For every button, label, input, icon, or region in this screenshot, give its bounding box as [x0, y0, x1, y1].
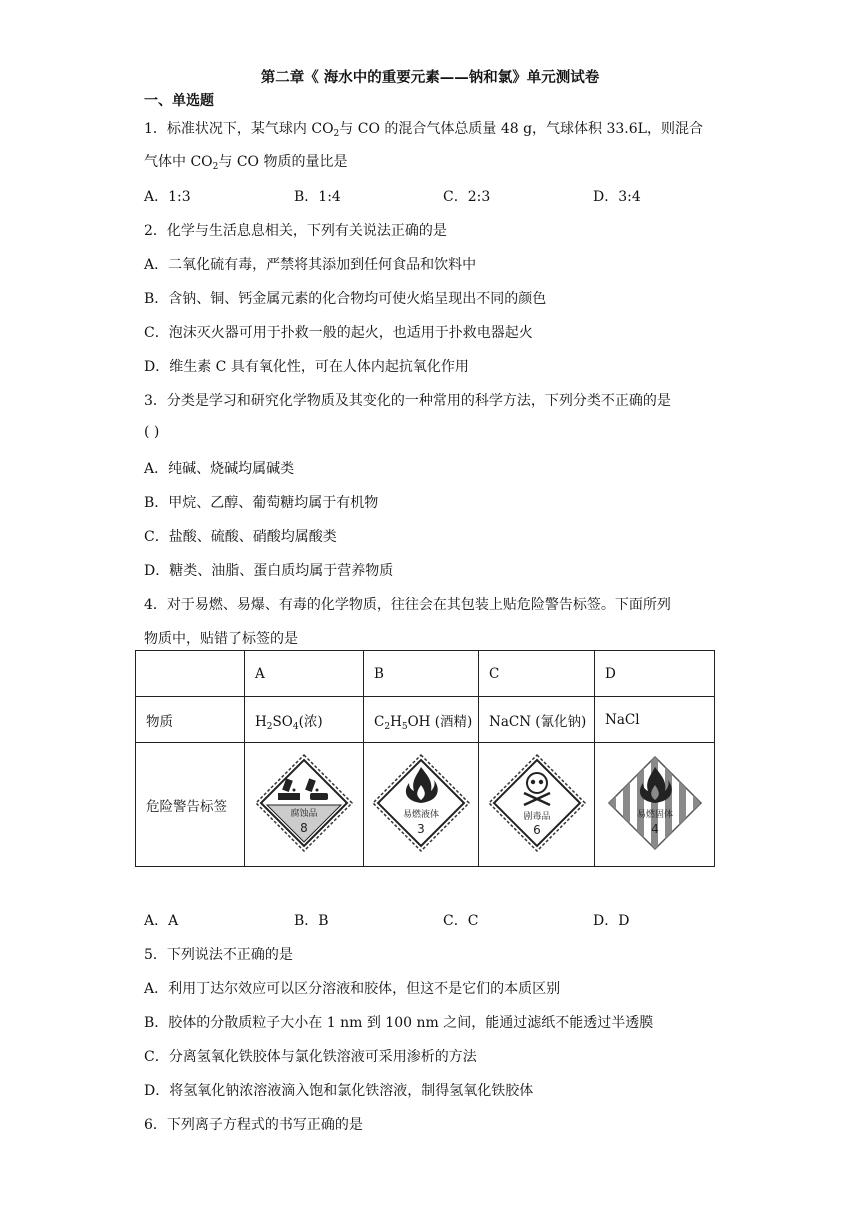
question-5-stem: 5．下列说法不正确的是 [144, 947, 293, 963]
question-3-option-d: D．糖类、油脂、蛋白质均属于营养物质 [144, 563, 394, 579]
page-title: 第二章《 海水中的重要元素——钠和氯》单元测试卷 [260, 69, 600, 86]
table-row-labels [136, 743, 715, 867]
label-text: 剧毒品 [522, 811, 551, 822]
hazard-label-table [135, 650, 715, 867]
question-2-stem: 2．化学与生活息息相关，下列有关说法正确的是 [144, 223, 447, 239]
option-a: A．A [144, 913, 179, 929]
table-row-substance [136, 697, 715, 743]
option-a: A．1:3 [144, 189, 191, 205]
question-3-option-b: B．甲烷、乙醇、葡萄糖均属于有机物 [144, 495, 379, 511]
hazard-label-c [479, 743, 595, 867]
hazard-label-a [245, 743, 364, 867]
option-c: C．2:3 [443, 189, 491, 205]
label-number: 8 [300, 820, 308, 835]
flame-icon [371, 753, 471, 853]
row-label-substance: 物质 [136, 697, 245, 743]
hazard-label-d [595, 743, 715, 867]
table-header-row [136, 651, 715, 697]
option-d: D．3:4 [593, 189, 641, 205]
substance-a: $H_2SO_4$(浓) [245, 697, 364, 743]
table-header-d: D [595, 651, 715, 697]
label-number: 6 [532, 822, 541, 837]
substance-d: NaCl [595, 697, 715, 743]
question-3-paren: ( ) [144, 424, 160, 440]
section-heading: 一、单选题 [144, 93, 214, 109]
question-5-option-c: C．分离氢氧化铁胶体与氯化铁溶液可采用渗析的方法 [144, 1049, 477, 1065]
question-2-option-a: A．二氧化硫有毒，严禁将其添加到任何食品和饮料中 [144, 257, 477, 273]
question-2-option-d: D．维生素 C 具有氧化性，可在人体内起抗氧化作用 [144, 359, 469, 375]
corrosive-icon [254, 753, 354, 853]
table-header-a: A [245, 651, 364, 697]
option-b: B．B [294, 913, 329, 929]
question-2-option-b: B．含钠、铜、钙金属元素的化合物均可使火焰呈现出不同的颜色 [144, 291, 547, 307]
question-3-option-a: A．纯碱、烧碱均属碱类 [144, 461, 295, 477]
label-number: 3 [417, 821, 425, 836]
label-number: 4 [650, 821, 659, 836]
option-c: C．C [443, 913, 479, 929]
substance-b: $C_2H_5OH$ (酒精) [364, 697, 479, 743]
question-4-line-2: 物质中，贴错了标签的是 [144, 631, 298, 647]
question-4-line-1: 4．对于易燃、易爆、有毒的化学物质，往往会在其包装上贴危险警告标签。下面所列 [144, 597, 671, 613]
table-header-c: C [479, 651, 595, 697]
option-b: B．1:4 [294, 189, 341, 205]
question-5-option-b: B．胶体的分散质粒子大小在 1 nm 到 100 nm 之间，能通过滤纸不能透过半透膜 [144, 1015, 654, 1031]
table-header-b: B [364, 651, 479, 697]
substance-c: NaCN (氰化钠) [479, 697, 595, 743]
question-5-option-a: A．利用丁达尔效应可以区分溶液和胶体，但这不是它们的本质区别 [144, 981, 561, 997]
option-d: D．D [593, 913, 630, 929]
row-label-warning: 危险警告标签 [136, 743, 245, 867]
flame-icon [605, 753, 705, 853]
label-text: 易燃固体 [636, 809, 673, 820]
table-cell-empty [136, 651, 245, 697]
question-3-option-c: C．盐酸、硫酸、硝酸均属酸类 [144, 529, 337, 545]
label-text: 腐蚀品 [290, 808, 318, 819]
skull-icon [487, 753, 587, 853]
question-5-option-d: D．将氢氧化钠浓溶液滴入饱和氯化铁溶液，制得氢氧化铁胶体 [144, 1083, 534, 1099]
question-2-option-c: C．泡沫灭火器可用于扑救一般的起火，也适用于扑救电器起火 [144, 325, 533, 341]
hazard-label-b [364, 743, 479, 867]
question-1-line-1: 1．标准状况下，某气球内 $CO_2$与 CO 的混合气体总质量 48 g，气球体积 33.6L，则混合 [144, 121, 703, 139]
question-3-stem: 3．分类是学习和研究化学物质及其变化的一种常用的科学方法，下列分类不正确的是 [144, 393, 671, 409]
question-6-stem: 6．下列离子方程式的书写正确的是 [144, 1117, 363, 1133]
label-text: 易燃液体 [402, 809, 440, 820]
question-1-line-2: 气体中 $CO_2$与 CO 物质的量比是 [144, 154, 348, 172]
